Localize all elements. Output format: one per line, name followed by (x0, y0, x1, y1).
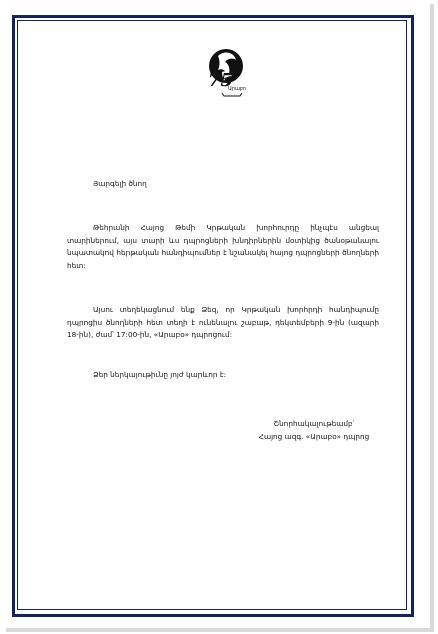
closing-thanks: Շնորհակալութեամբ՝ (273, 419, 355, 428)
logo-name: Արաբո (228, 86, 247, 92)
letter-paragraph: Ձեր ներկայութիւնը յոյժ կարևոր է: (93, 370, 227, 379)
document-page (2, 2, 430, 628)
closing-signature: Հայոց ազգ. «Արաբօ» դպրոց (258, 431, 370, 441)
school-logo (200, 46, 250, 98)
letter-paragraph: Թեհրանի Հայոց Թեմի Կրթական խորհուրդը ինչպէս անցեալ տարիներում, այս տարի ևս դպրոցների խնդիրներին մօտիկից ծանօթանալու նպատակով հերթական հանդիպումներ է նշանակել հայոց դպրոցների ծնողների հետ: (67, 223, 379, 270)
letter-greeting: Յարգելի ծնող (93, 179, 147, 188)
letter-closing (234, 418, 394, 443)
letter-paragraph: Այսու տեղեկացնում ենք Ձեզ, որ Կրթական խորհրդի հանդիպումը դպրոցիս ծնողների հետ տեղի է ունենալու շաբաթ, դեկտեմբերի 9-ին (ազարի 18-ին), ժամ՝ 17:00-ին, «Արաբօ» դպրոցում: (67, 305, 379, 340)
logo-number: 75 (208, 70, 234, 91)
